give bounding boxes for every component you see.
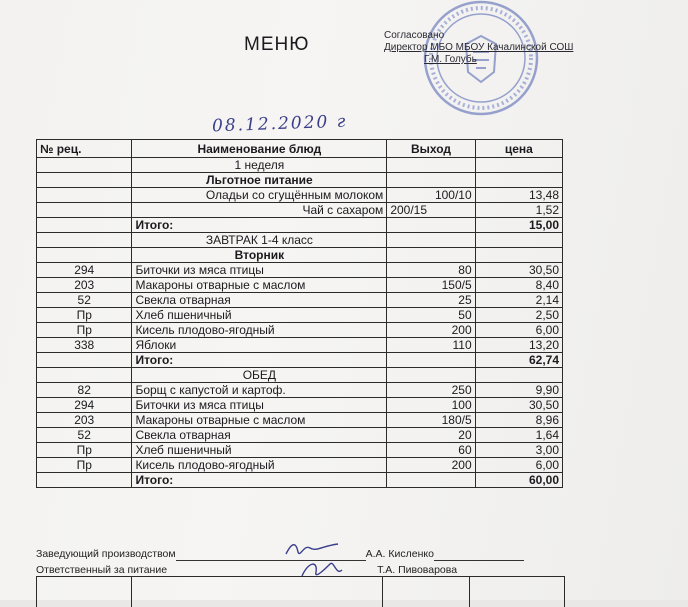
dish-output: 80 bbox=[387, 263, 475, 278]
dish-name: Кисель плодово-ягодный bbox=[132, 458, 387, 473]
dish-output: 200 bbox=[387, 323, 475, 338]
table-row bbox=[37, 398, 563, 413]
table-row bbox=[37, 233, 563, 248]
dish-price: 9,90 bbox=[475, 383, 562, 398]
dish-price: 6,00 bbox=[475, 458, 562, 473]
recipe-number: Пр bbox=[37, 308, 132, 323]
total-label: Итого: bbox=[132, 473, 387, 488]
recipe-number: Пр bbox=[37, 458, 132, 473]
menu-table bbox=[36, 139, 563, 488]
dish-name: Свекла отварная bbox=[132, 428, 387, 443]
approval-block bbox=[384, 30, 573, 66]
dish-name: Макароны отварные с маслом bbox=[132, 413, 387, 428]
dish-price: 3,00 bbox=[475, 443, 562, 458]
table-header-row bbox=[37, 140, 563, 158]
signature-head-name: А.А. Кисленко bbox=[365, 548, 434, 560]
table-row bbox=[37, 338, 563, 353]
dish-price: 1,52 bbox=[475, 203, 562, 218]
dish-price: 13,20 bbox=[475, 338, 562, 353]
table-row bbox=[37, 383, 563, 398]
column-header-price: цена bbox=[475, 140, 562, 158]
dish-output: 250 bbox=[387, 383, 475, 398]
week-label: 1 неделя bbox=[132, 158, 387, 173]
section-breakfast: ЗАВТРАК 1-4 класс bbox=[132, 233, 387, 248]
table-row bbox=[37, 413, 563, 428]
dish-name: Чай с сахаром bbox=[132, 203, 387, 218]
table-row bbox=[37, 323, 563, 338]
dish-output: 180/5 bbox=[387, 413, 475, 428]
dish-name: Оладьи со сгущённым молоком bbox=[132, 188, 387, 203]
total-row bbox=[37, 218, 563, 233]
total-label: Итого: bbox=[132, 218, 387, 233]
table-row bbox=[37, 173, 563, 188]
recipe-number: Пр bbox=[37, 323, 132, 338]
table-row bbox=[37, 443, 563, 458]
section-lunch: ОБЕД bbox=[132, 368, 387, 383]
dish-output: 200 bbox=[387, 458, 475, 473]
recipe-number: 294 bbox=[37, 263, 132, 278]
dish-price: 30,50 bbox=[475, 263, 562, 278]
table-row bbox=[37, 458, 563, 473]
recipe-number: 203 bbox=[37, 278, 132, 293]
dish-output: 200/15 bbox=[387, 203, 475, 218]
dish-name: Кисель плодово-ягодный bbox=[132, 323, 387, 338]
table-row bbox=[37, 158, 563, 173]
total-value: 60,00 bbox=[475, 473, 562, 488]
dish-output: 60 bbox=[387, 443, 475, 458]
dish-price: 6,00 bbox=[475, 323, 562, 338]
approval-director: Директор МБО МБОУ Качалинской СОШ bbox=[384, 42, 574, 53]
dish-name: Хлеб пшеничный bbox=[132, 308, 387, 323]
dish-name: Биточки из мяса птицы bbox=[132, 398, 387, 413]
table-row bbox=[37, 278, 563, 293]
dish-price: 30,50 bbox=[475, 398, 562, 413]
dish-price: 13,48 bbox=[475, 188, 562, 203]
divider bbox=[382, 577, 383, 607]
recipe-number: 52 bbox=[37, 293, 132, 308]
total-value: 62,74 bbox=[475, 353, 562, 368]
dish-name: Свекла отварная bbox=[132, 293, 387, 308]
dish-name: Макароны отварные с маслом bbox=[132, 278, 387, 293]
dish-name: Яблоки bbox=[132, 338, 387, 353]
dish-output: 50 bbox=[387, 308, 475, 323]
total-row bbox=[37, 353, 563, 368]
page-title: МЕНЮ bbox=[244, 34, 310, 55]
divider bbox=[131, 577, 132, 607]
dish-name: Хлеб пшеничный bbox=[132, 443, 387, 458]
signature-head bbox=[36, 548, 524, 561]
dish-output: 100/10 bbox=[387, 188, 475, 203]
recipe-number: 203 bbox=[37, 413, 132, 428]
table-row bbox=[37, 293, 563, 308]
recipe-number: 338 bbox=[37, 338, 132, 353]
dish-name: Борщ с капустой и картоф. bbox=[132, 383, 387, 398]
table-row bbox=[37, 308, 563, 323]
total-label: Итого: bbox=[132, 353, 387, 368]
dish-price: 2,14 bbox=[475, 293, 562, 308]
column-header-dish: Наименование блюд bbox=[132, 140, 387, 158]
signature-responsible-name: Т.А. Пивоварова bbox=[377, 564, 458, 576]
handwritten-date: 08.12.2020 г bbox=[211, 111, 348, 137]
signature-responsible-label: Ответственный за питание bbox=[36, 564, 168, 576]
column-header-output: Выход bbox=[387, 140, 475, 158]
dish-price: 8,40 bbox=[475, 278, 562, 293]
dish-name: Биточки из мяса птицы bbox=[132, 263, 387, 278]
section-benefit: Льготное питание bbox=[132, 173, 387, 188]
table-row bbox=[37, 368, 563, 383]
dish-price: 8,96 bbox=[475, 413, 562, 428]
dish-output: 110 bbox=[387, 338, 475, 353]
table-row bbox=[37, 263, 563, 278]
recipe-number: Пр bbox=[37, 443, 132, 458]
table-row bbox=[37, 203, 563, 218]
dish-output: 25 bbox=[387, 293, 475, 308]
dish-output: 150/5 bbox=[387, 278, 475, 293]
approval-heading: Согласовано bbox=[384, 30, 445, 41]
next-table-edge bbox=[36, 576, 565, 607]
signature-head-label: Заведующий производством bbox=[36, 548, 176, 560]
recipe-number: 82 bbox=[37, 383, 132, 398]
table-row bbox=[37, 248, 563, 263]
recipe-number: 52 bbox=[37, 428, 132, 443]
total-row bbox=[37, 473, 563, 488]
recipe-number: 294 bbox=[37, 398, 132, 413]
approval-director-name: Г.М. Голубь bbox=[424, 54, 477, 65]
table-row bbox=[37, 188, 563, 203]
dish-price: 1,64 bbox=[475, 428, 562, 443]
dish-price: 2,50 bbox=[475, 308, 562, 323]
table-row bbox=[37, 428, 563, 443]
dish-output: 100 bbox=[387, 398, 475, 413]
divider bbox=[469, 577, 470, 607]
total-value: 15,00 bbox=[475, 218, 562, 233]
column-header-recipe: № рец. bbox=[37, 140, 132, 158]
day-label: Вторник bbox=[132, 248, 387, 263]
dish-output: 20 bbox=[387, 428, 475, 443]
handwritten-signature-head bbox=[282, 540, 342, 560]
